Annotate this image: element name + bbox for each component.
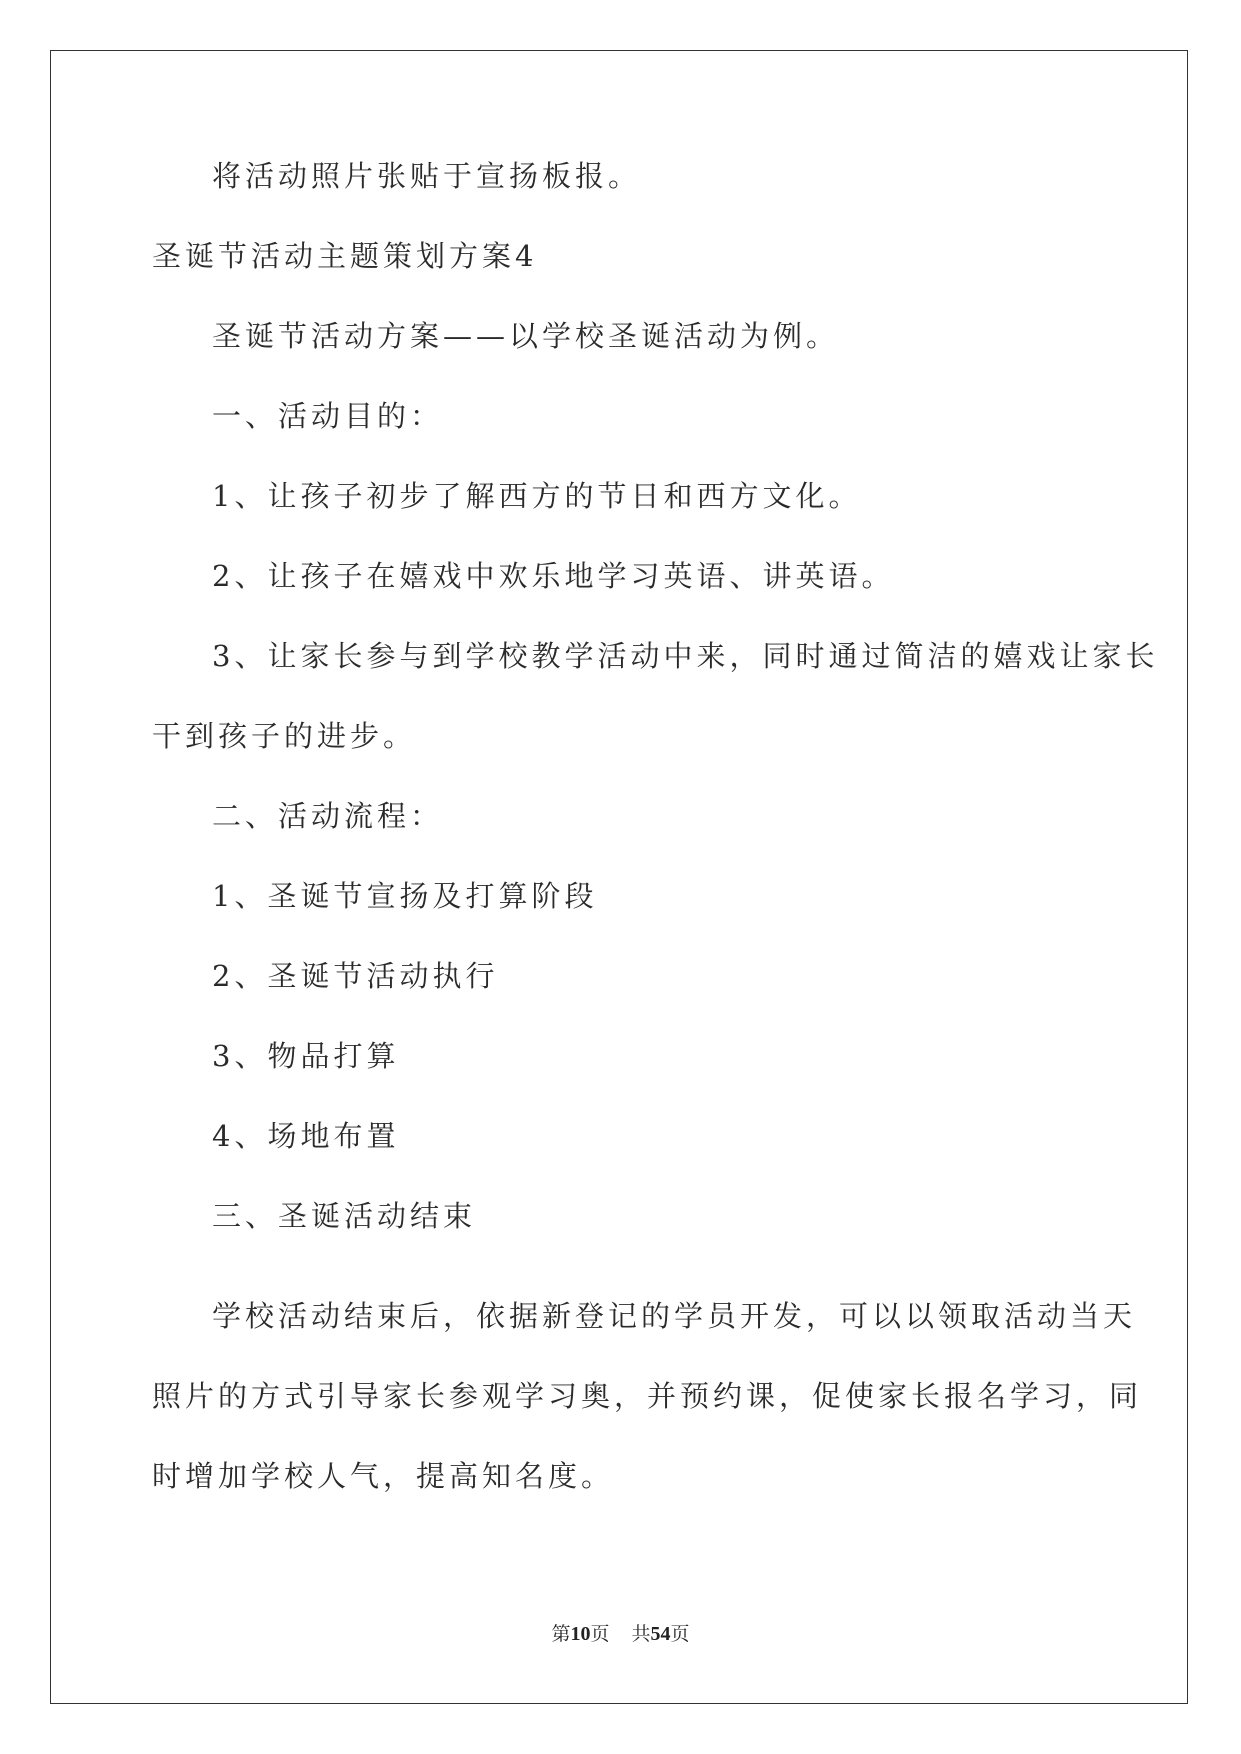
list-item: 3、让家长参与到学校教学活动中来，同时通过简洁的嬉戏让家长 xyxy=(212,639,1159,673)
page-prefix: 第 xyxy=(551,1623,571,1645)
paragraph-line: 照片的方式引导家长参观学习奥，并预约课，促使家长报名学习，同 xyxy=(152,1379,1143,1413)
total-prefix: 共 xyxy=(631,1623,651,1645)
paragraph-line: 时增加学校人气，提高知名度。 xyxy=(152,1459,615,1493)
page-footer xyxy=(0,1622,1241,1646)
section-heading: 圣诞节活动主题策划方案4 xyxy=(152,239,538,273)
list-item: 1、圣诞节宣扬及打算阶段 xyxy=(212,879,598,913)
list-item: 3、物品打算 xyxy=(212,1039,400,1073)
paragraph-line: 干到孩子的进步。 xyxy=(152,719,417,753)
paragraph-line: 学校活动结束后，依据新登记的学员开发，可以以领取活动当天 xyxy=(212,1299,1137,1333)
total-suffix: 页 xyxy=(670,1623,690,1645)
list-item: 2、圣诞节活动执行 xyxy=(212,959,499,993)
paragraph-line: 将活动照片张贴于宣扬板报。 xyxy=(212,159,642,193)
subheading-line: 三、圣诞活动结束 xyxy=(212,1199,477,1233)
list-item: 1、让孩子初步了解西方的节日和西方文化。 xyxy=(212,479,862,513)
total-page-count: 54 xyxy=(650,1623,671,1645)
subheading-line: 一、活动目的： xyxy=(212,399,444,433)
page-suffix: 页 xyxy=(590,1623,610,1645)
list-item: 4、场地布置 xyxy=(212,1119,400,1153)
paragraph-line: 圣诞节活动方案——以学校圣诞活动为例。 xyxy=(212,319,840,353)
subheading-line: 二、活动流程： xyxy=(212,799,444,833)
list-item: 2、让孩子在嬉戏中欢乐地学习英语、讲英语。 xyxy=(212,559,895,593)
current-page-number: 10 xyxy=(570,1623,591,1645)
